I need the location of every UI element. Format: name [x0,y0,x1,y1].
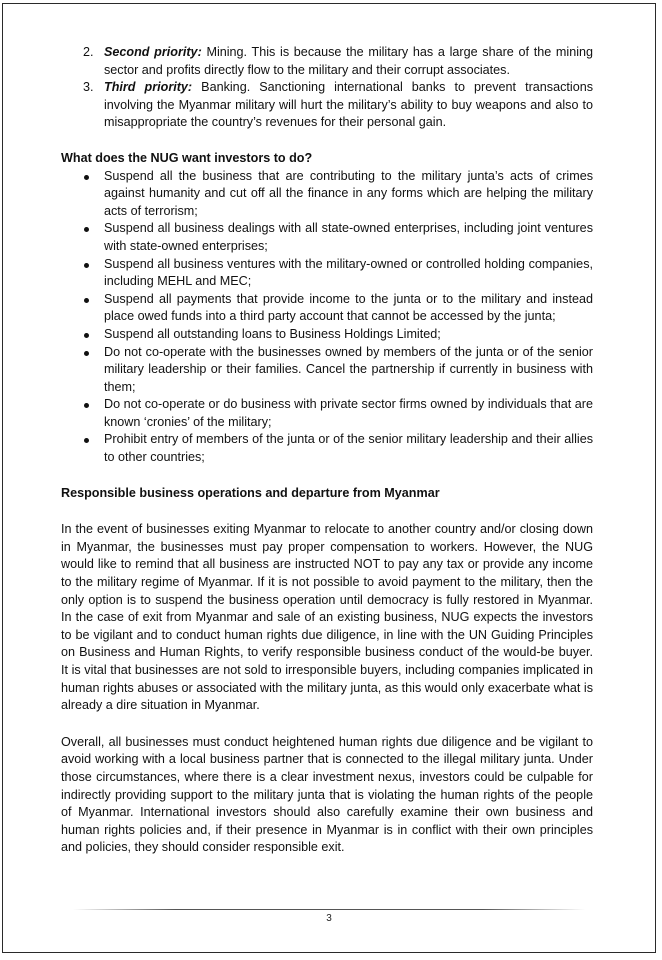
priority-number: 3. [83,80,94,95]
list-item-text: Prohibit entry of members of the junta or of the senior military leadership and their allies to other countries; [104,432,593,465]
bullet-icon [84,351,89,356]
priority-title: Third priority: [104,80,193,95]
nug-section-heading: What does the NUG want investors to do? [61,150,313,165]
list-item [61,220,593,255]
list-item-text: Suspend all payments that provide income to the junta or to the military and instead place owed funds into a third party account that cannot be accessed by the junta; [104,291,593,324]
bullet-icon [84,298,89,303]
bullet-icon [84,175,89,180]
priority-text: Banking. Sanctioning international banks to prevent transactions involving the Myanmar military will hurt the military’s ability to buy weapons and also to misappropriate the country’s revenues for their personal gain. [104,80,593,130]
body-paragraph: Overall, all businesses must conduct heightened human rights due diligence and be vigilant to avoid working with a local business partner that is connected to the illegal military junta. Under those circumstances, where there is a clear investment nexus, investors could be culpable for indirectly providing support to the military junta that is violating the human rights of the people of Myanmar. International investors should also carefully examine their own business and human rights policies and, if their presence in Myanmar is in conflict with their own principles and policies, they should consider responsible exit. [61,734,593,855]
bullet-icon [84,403,89,408]
responsible-section-heading: Responsible business operations and departure from Myanmar [61,485,440,500]
list-item-text: Suspend all business dealings with all state-owned enterprises, including joint ventures with state-owned enterprises; [104,221,593,253]
bullet-icon [84,333,89,338]
list-item [61,326,593,344]
page-content [61,44,593,857]
footer-divider [73,909,585,910]
document-page [2,3,656,953]
priority-list [61,44,593,132]
list-item [61,344,593,397]
list-item-text: Suspend all the business that are contributing to the military junta’s acts of crimes against humanity and cut off all the finance in any forms which are helping the military acts of terrorism; [104,168,593,218]
nug-demands-list [61,168,593,467]
bullet-icon [84,438,89,443]
priority-title: Second priority: [104,45,202,59]
priority-item [61,44,593,79]
list-item [61,168,593,221]
list-item-text: Do not co-operate with the businesses owned by members of the junta or of the senior military leadership or their families. Cancel the partnership if currently in business with them; [104,344,593,394]
list-item [61,256,593,291]
priority-number: 2. [83,45,94,59]
priority-item [61,79,593,132]
list-item-text: Suspend all business ventures with the military-owned or controlled holding companies, including MEHL and MEC; [104,256,593,289]
bullet-icon [84,227,89,232]
list-item [61,396,593,431]
body-paragraph: In the event of businesses exiting Myanmar to relocate to another country and/or closing down in Myanmar, the businesses must pay proper compensation to workers. However, the NUG would like to remind that all business are instructed NOT to pay any tax or provide any income to the military regime of Myanmar. If it is not possible to avoid payment to the military, then the only option is to suspend the business operation until democracy is fully restored in Myanmar. In the case of exit from Myanmar and sale of an existing business, NUG expects the investors to be vigilant and to conduct human rights due diligence, in line with the UN Guiding Principles on Business and Human Rights, to verify responsible business conduct of the would-be buyer. It is vital that businesses are not sold to irresponsible buyers, including companies implicated in human rights abuses or associated with the military junta, as this would only exacerbate what is already a dire situation in Myanmar. [61,522,593,713]
list-item [61,431,593,466]
bullet-icon [84,263,89,268]
list-item [61,291,593,326]
list-item-text: Suspend all outstanding loans to Business Holdings Limited; [104,326,441,341]
list-item-text: Do not co-operate or do business with private sector firms owned by individuals that are known ‘cronies’ of the military; [104,397,593,429]
page-number: 3 [326,913,332,924]
priority-text: Mining. This is because the military has a large share of the mining sector and profits directly flow to the military and their corrupt associates. [104,45,593,77]
